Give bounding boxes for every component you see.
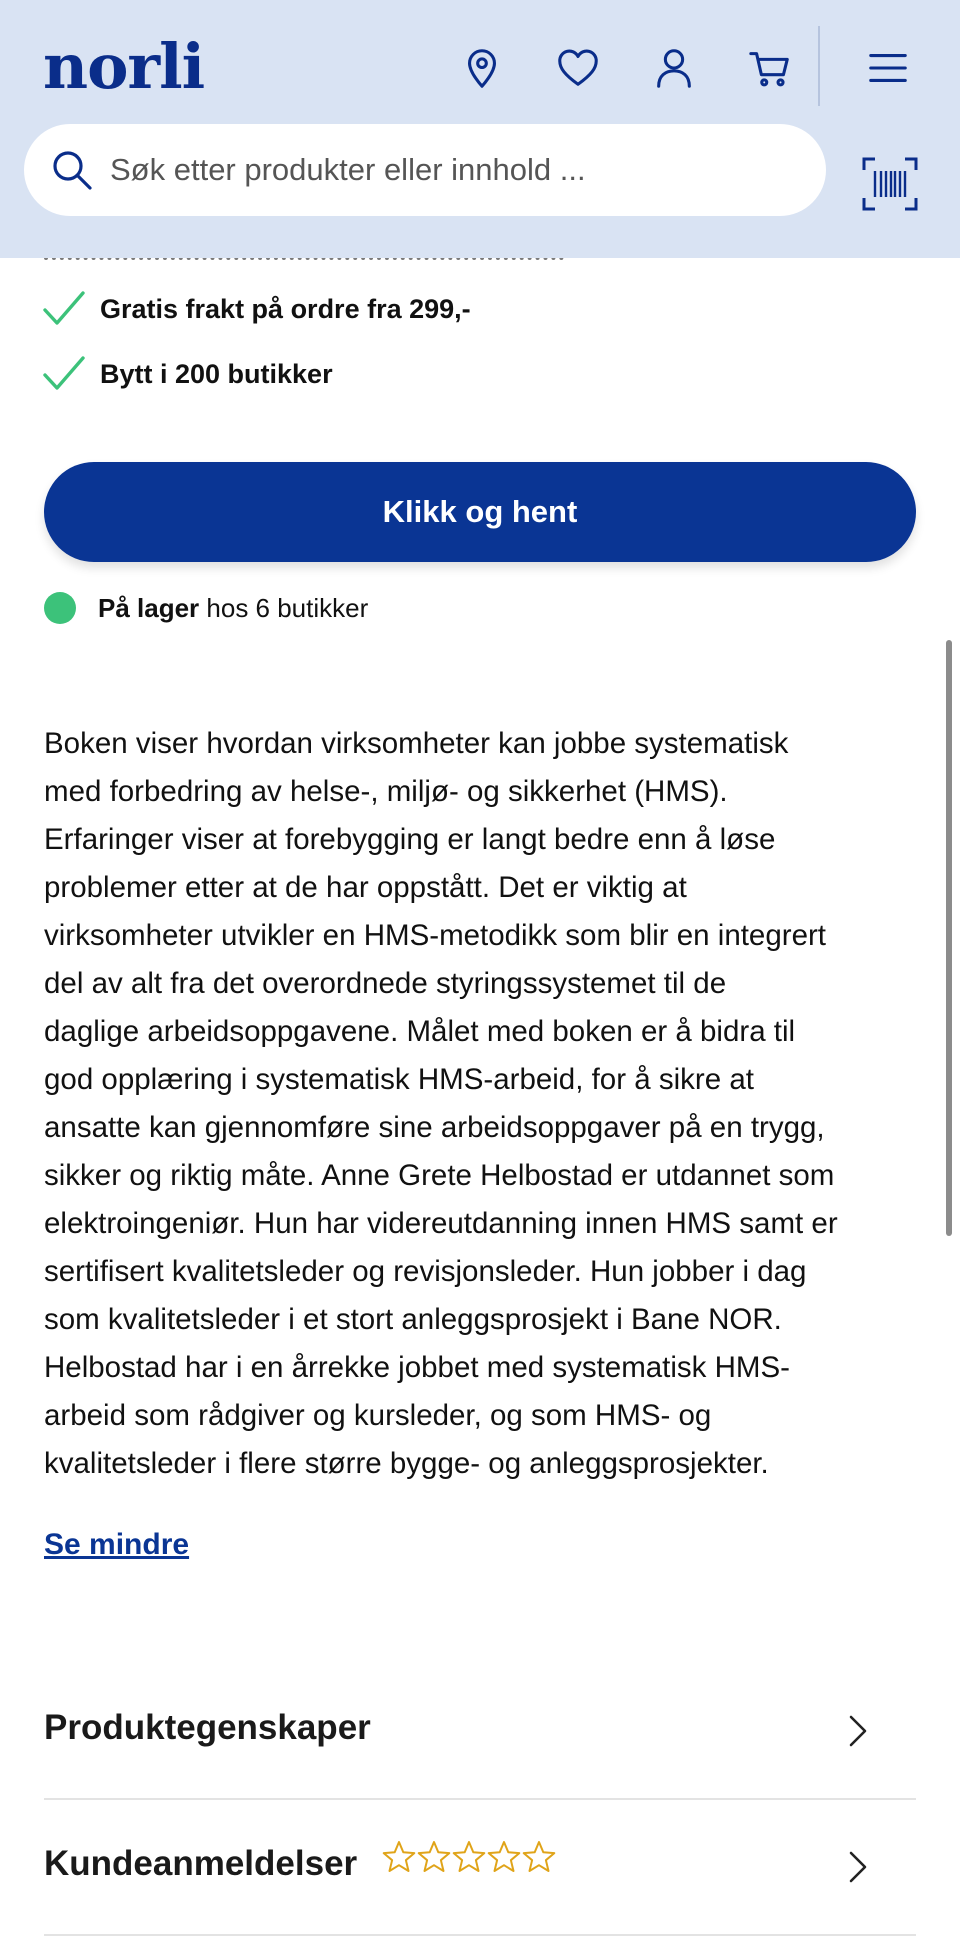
barcode-scan-icon[interactable] bbox=[862, 156, 918, 212]
check-icon bbox=[42, 355, 86, 393]
product-description bbox=[44, 720, 924, 1488]
section-label: Produktegenskaper bbox=[44, 1708, 371, 1747]
cart-icon[interactable] bbox=[744, 42, 796, 94]
chevron-right-icon bbox=[848, 1850, 868, 1884]
section-label: Kundeanmeldelser bbox=[44, 1844, 358, 1883]
description-line: Helbostad har i en årrekke jobbet med systematisk HMS- bbox=[44, 1351, 790, 1384]
description-line: daglige arbeidsoppgavene. Målet med boken er å bidra til bbox=[44, 1015, 796, 1048]
benefit-text: Gratis frakt på ordre fra 299,- bbox=[100, 293, 471, 324]
menu-icon[interactable] bbox=[862, 42, 914, 94]
star-rating bbox=[382, 1840, 557, 1874]
in-stock-dot bbox=[44, 592, 76, 624]
site-header bbox=[0, 0, 960, 258]
description-line: elektroingeniør. Hun har videreutdanning innen HMS samt er bbox=[44, 1207, 838, 1240]
description-line: problemer etter at de har oppstått. Det er viktig at bbox=[44, 871, 687, 904]
click-and-collect-button[interactable]: Klikk og hent bbox=[44, 462, 916, 562]
description-line: ansatte kan gjennomføre sine arbeidsoppgaver på en trygg, bbox=[44, 1111, 825, 1144]
stock-status bbox=[44, 592, 368, 624]
description-line: som kvalitetsleder i et stort anleggsprosjekt i Bane NOR. bbox=[44, 1303, 782, 1336]
header-divider bbox=[818, 26, 820, 106]
description-line: Boken viser hvordan virksomheter kan jobbe systematisk bbox=[44, 727, 789, 760]
see-less-link[interactable]: Se mindre bbox=[44, 1528, 190, 1561]
description-line: virksomheter utvikler en HMS-metodikk som blir en integrert bbox=[44, 919, 826, 952]
star-icon bbox=[522, 1840, 556, 1874]
benefit-exchange bbox=[42, 355, 333, 393]
norli-logo[interactable]: norli bbox=[43, 30, 205, 103]
description-line: sertifisert kvalitetsleder og revisjonsleder. Hun jobber i dag bbox=[44, 1255, 807, 1288]
section-customer-reviews[interactable] bbox=[44, 1800, 916, 1936]
location-pin-icon[interactable] bbox=[456, 42, 508, 94]
search-input[interactable] bbox=[108, 151, 826, 189]
check-icon bbox=[42, 290, 86, 328]
description-line: sikker og riktig måte. Anne Grete Helbostad er utdannet som bbox=[44, 1159, 835, 1192]
description-line: Erfaringer viser at forebygging er langt bedre enn å løse bbox=[44, 823, 776, 856]
benefit-text: Bytt i 200 butikker bbox=[100, 358, 333, 389]
page-scrollbar[interactable] bbox=[946, 640, 952, 1236]
description-line: del av alt fra det overordnede styringssystemet til de bbox=[44, 967, 727, 1000]
search-bar[interactable] bbox=[24, 124, 826, 216]
description-line: kvalitetsleder i flere større bygge- og anleggsprosjekter. bbox=[44, 1447, 769, 1480]
description-line: god opplæring i systematisk HMS-arbeid, for å sikre at bbox=[44, 1063, 754, 1096]
user-icon[interactable] bbox=[648, 42, 700, 94]
star-icon bbox=[417, 1840, 451, 1874]
star-icon bbox=[487, 1840, 521, 1874]
chevron-right-icon bbox=[848, 1714, 868, 1748]
star-icon bbox=[452, 1840, 486, 1874]
section-product-properties[interactable] bbox=[44, 1664, 916, 1800]
description-line: med forbedring av helse-, miljø- og sikkerhet (HMS). bbox=[44, 775, 728, 808]
search-icon bbox=[50, 148, 94, 192]
description-line: arbeid som rådgiver og kursleder, og som HMS- og bbox=[44, 1399, 712, 1432]
benefit-free-shipping bbox=[42, 290, 471, 328]
stock-status-detail: hos 6 butikker bbox=[199, 592, 369, 623]
star-icon bbox=[382, 1840, 416, 1874]
stock-status-label: På lager bbox=[98, 592, 200, 623]
heart-icon[interactable] bbox=[552, 42, 604, 94]
